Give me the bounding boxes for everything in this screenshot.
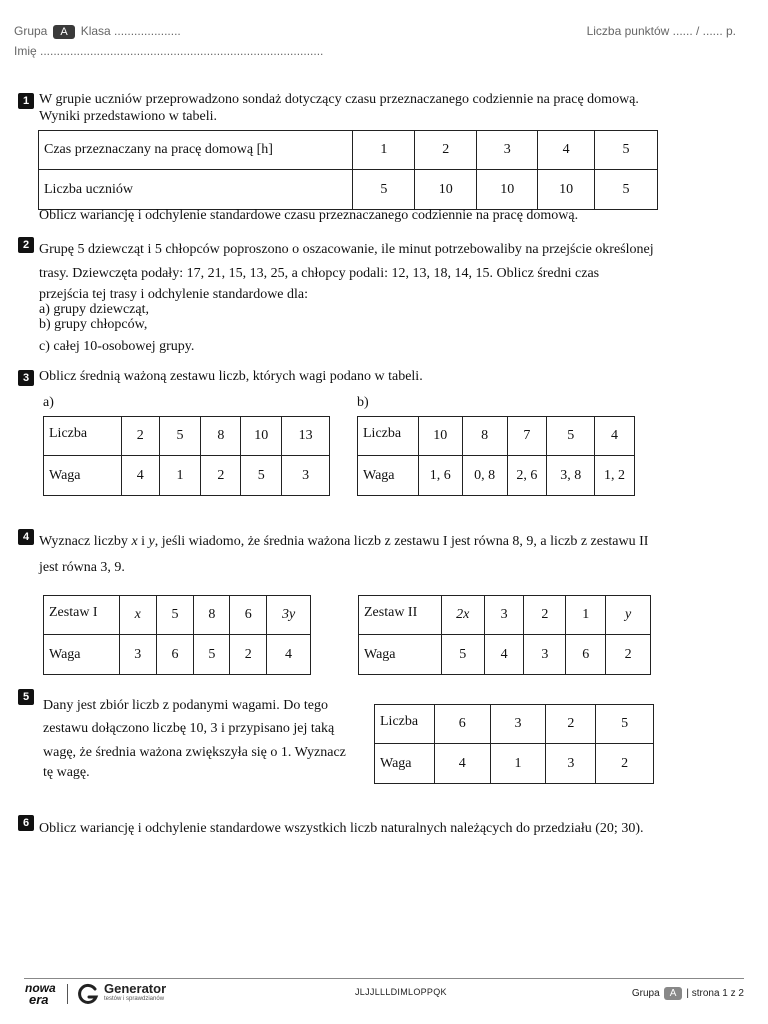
group-label: Grupa bbox=[14, 24, 48, 38]
table-cell: 3 bbox=[484, 596, 524, 635]
header-group-class bbox=[14, 24, 181, 39]
table-cell: 2 bbox=[121, 417, 159, 456]
table-cell: 5 bbox=[595, 131, 658, 170]
table-cell: 4 bbox=[267, 635, 311, 675]
table-cell: 10 bbox=[538, 170, 595, 210]
task-number-3: 3 bbox=[18, 370, 34, 386]
task3-b-label: b) bbox=[357, 395, 369, 410]
task5-line1: Dany jest zbiór liczb z podanymi wagami. Do tego bbox=[43, 698, 328, 713]
logo-divider bbox=[67, 984, 68, 1004]
table-cell: 2 bbox=[546, 705, 596, 744]
task1-question: Oblicz wariancję i odchylenie standardowe czasu przeznaczanego codziennie na pracę domową. bbox=[39, 208, 579, 223]
table-cell: 3 bbox=[524, 635, 566, 675]
conjunction: i bbox=[141, 534, 146, 549]
table-cell-label: Zestaw I bbox=[44, 596, 120, 635]
logo-era: era bbox=[29, 992, 49, 1007]
table-cell: 10 bbox=[418, 417, 462, 456]
footer-group-badge: A bbox=[664, 987, 683, 1000]
table-cell-label: Waga bbox=[44, 635, 120, 675]
task3-table-b bbox=[357, 416, 635, 496]
task2-item-a: a) grupy dziewcząt, bbox=[39, 302, 149, 317]
task3-table-a bbox=[43, 416, 330, 496]
footer-page-number: | strona 1 z 2 bbox=[686, 988, 744, 999]
table-cell: 10 bbox=[241, 417, 282, 456]
table-cell-label: Waga bbox=[375, 744, 435, 784]
task-number-4: 4 bbox=[18, 529, 34, 545]
task5-line3: wagę, że średnia ważona zwiększyła się o 1. Wyznacz bbox=[43, 745, 346, 760]
table-cell: 2 bbox=[230, 635, 267, 675]
table-cell: 10 bbox=[415, 170, 477, 210]
footer-divider bbox=[24, 978, 744, 979]
table-cell: 3 bbox=[282, 456, 330, 496]
table-cell: 2 bbox=[606, 635, 651, 675]
task1-line1: W grupie uczniów przeprowadzono sondaż dotyczący czasu przeznaczanego codziennie na pracę domową. bbox=[39, 92, 639, 107]
task4-line1-start: Wyznacz liczby bbox=[39, 534, 128, 549]
task4-table-set2 bbox=[358, 595, 651, 675]
table-cell: 2, 6 bbox=[507, 456, 547, 496]
task2-line1: Grupę 5 dziewcząt i 5 chłopców poproszono o oszacowanie, ile minut potrzebowaliby na przejście określonej bbox=[39, 242, 654, 257]
table-cell: 7 bbox=[507, 417, 547, 456]
task2-item-c: c) całej 10-osobowej grupy. bbox=[39, 339, 195, 354]
table-cell: 3y bbox=[267, 596, 311, 635]
table-cell: 2 bbox=[524, 596, 566, 635]
task-number-2: 2 bbox=[18, 237, 34, 253]
variable-x: x bbox=[131, 534, 138, 549]
logo-nowa: nowa bbox=[25, 981, 56, 995]
table-cell: 3, 8 bbox=[547, 456, 595, 496]
table-cell: 8 bbox=[194, 596, 230, 635]
table-cell: 3 bbox=[477, 131, 538, 170]
task1-table bbox=[38, 130, 658, 210]
footer-page-info bbox=[632, 987, 744, 1000]
table-cell: y bbox=[606, 596, 651, 635]
footer-group-label: Grupa bbox=[631, 988, 660, 999]
table-cell: 13 bbox=[282, 417, 330, 456]
task2-line3: przejścia tej trasy i odchylenie standardowe dla: bbox=[39, 287, 309, 302]
task6-text: Oblicz wariancję i odchylenie standardowe wszystkich liczb naturalnych należących do przedziału (20; 30). bbox=[39, 821, 644, 836]
table-cell: 1 bbox=[566, 596, 606, 635]
table-cell: 6 bbox=[156, 635, 194, 675]
table-cell: 10 bbox=[477, 170, 538, 210]
table-cell: 5 bbox=[194, 635, 230, 675]
table-cell: 2 bbox=[201, 456, 241, 496]
task5-line2: zestawu dołączono liczbę 10, 3 i przypisano jej taką bbox=[43, 721, 335, 736]
table-cell: 5 bbox=[353, 170, 415, 210]
task1-line2: Wyniki przedstawiono w tabeli. bbox=[39, 109, 218, 124]
table-cell-label: Liczba bbox=[44, 417, 122, 456]
table-cell-label: Waga bbox=[44, 456, 122, 496]
table-cell: 2x bbox=[441, 596, 484, 635]
class-field: Klasa .................... bbox=[80, 24, 181, 38]
variable-y: y bbox=[148, 534, 155, 549]
task-number-6: 6 bbox=[18, 815, 34, 831]
table-cell: x bbox=[119, 596, 156, 635]
table-cell: 6 bbox=[230, 596, 267, 635]
table-cell: 6 bbox=[566, 635, 606, 675]
task4-table-set1 bbox=[43, 595, 311, 675]
table-cell: 1, 6 bbox=[418, 456, 462, 496]
table-cell-label: Liczba uczniów bbox=[39, 170, 353, 210]
table-cell: 0, 8 bbox=[462, 456, 507, 496]
task-number-1: 1 bbox=[18, 93, 34, 109]
table-cell: 3 bbox=[119, 635, 156, 675]
table-cell: 6 bbox=[434, 705, 490, 744]
table-cell: 4 bbox=[484, 635, 524, 675]
table-cell: 5 bbox=[595, 170, 658, 210]
table-cell: 5 bbox=[241, 456, 282, 496]
table-cell: 5 bbox=[547, 417, 595, 456]
table-cell: 4 bbox=[595, 417, 635, 456]
task4-line2: jest równa 3, 9. bbox=[39, 560, 125, 575]
table-cell: 4 bbox=[538, 131, 595, 170]
task-number-5: 5 bbox=[18, 689, 34, 705]
table-cell-label: Zestaw II bbox=[359, 596, 442, 635]
document-code: JLJJLLLDIMLOPPQK bbox=[355, 987, 447, 997]
table-cell-label: Waga bbox=[358, 456, 419, 496]
table-cell-label: Liczba bbox=[375, 705, 435, 744]
table-cell: 3 bbox=[546, 744, 596, 784]
table-cell: 4 bbox=[121, 456, 159, 496]
task3-text: Oblicz średnią ważoną zestawu liczb, których wagi podano w tabeli. bbox=[39, 369, 423, 384]
table-cell: 1 bbox=[159, 456, 201, 496]
table-cell: 4 bbox=[434, 744, 490, 784]
table-cell: 5 bbox=[159, 417, 201, 456]
table-cell: 1, 2 bbox=[595, 456, 635, 496]
task4-line1-end: , jeśli wiadomo, że średnia ważona liczb z zestawu I jest równa 8, 9, a liczb z zestawu II bbox=[154, 534, 649, 549]
generator-subtitle: testów i sprawdzianów bbox=[104, 996, 165, 1002]
points-field: Liczba punktów ...... / ...... p. bbox=[586, 24, 736, 38]
table-cell: 5 bbox=[596, 705, 654, 744]
table-cell: 2 bbox=[596, 744, 654, 784]
table-cell: 1 bbox=[490, 744, 546, 784]
group-badge: A bbox=[53, 25, 74, 39]
table-cell: 5 bbox=[156, 596, 194, 635]
table-cell: 1 bbox=[353, 131, 415, 170]
nowa-era-logo bbox=[25, 983, 61, 1005]
task4-line1 bbox=[39, 534, 648, 550]
task2-item-b: b) grupy chłopców, bbox=[39, 317, 148, 332]
table-cell-label: Czas przeznaczany na pracę domową [h] bbox=[39, 131, 353, 170]
name-field: Imię ..................................................................................... bbox=[14, 44, 324, 58]
table-cell: 3 bbox=[490, 705, 546, 744]
task5-table bbox=[374, 704, 654, 784]
table-cell: 8 bbox=[462, 417, 507, 456]
table-cell-label: Liczba bbox=[358, 417, 419, 456]
table-cell: 5 bbox=[441, 635, 484, 675]
task3-a-label: a) bbox=[43, 395, 54, 410]
task2-line2: trasy. Dziewczęta podały: 17, 21, 15, 13, 25, a chłopcy podali: 12, 13, 18, 14, 15. Oblicz średni czas bbox=[39, 266, 600, 281]
generator-title: Generator bbox=[104, 981, 167, 996]
generator-g-icon bbox=[77, 983, 99, 1005]
task5-line4: tę wagę. bbox=[43, 765, 90, 780]
table-cell-label: Waga bbox=[359, 635, 442, 675]
table-cell: 8 bbox=[201, 417, 241, 456]
table-cell: 2 bbox=[415, 131, 477, 170]
